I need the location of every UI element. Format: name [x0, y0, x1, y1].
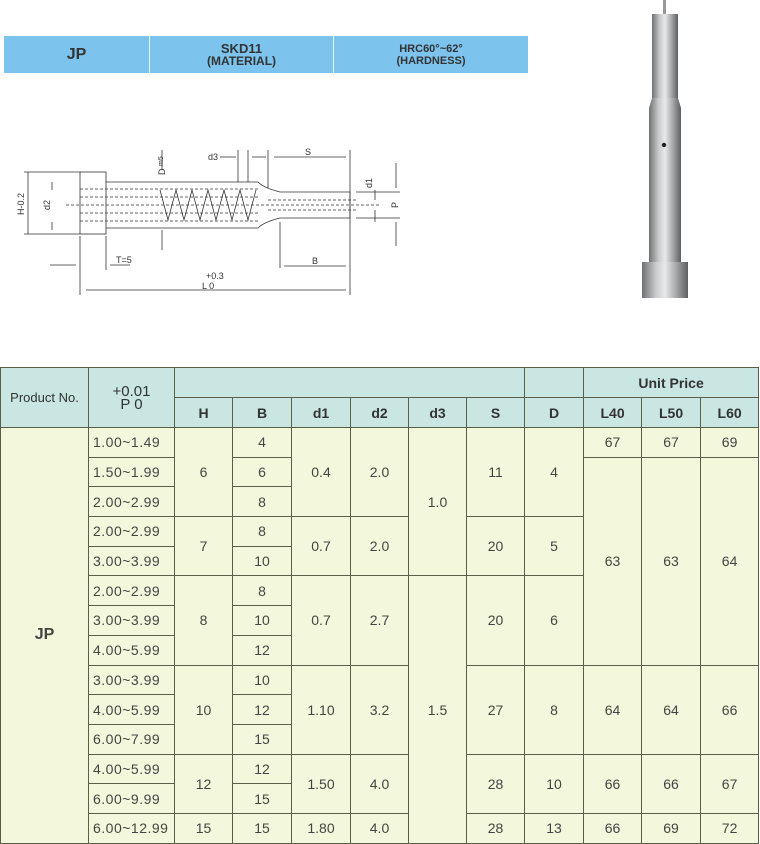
d1-value: 0.4 — [292, 428, 351, 517]
d1-value: 0.7 — [292, 576, 351, 665]
b-value: 6 — [233, 457, 292, 487]
price-l50: 64 — [642, 665, 701, 754]
header-l50: L50 — [642, 398, 701, 428]
label-h: H-0.2 — [16, 192, 26, 215]
label-d3: d3 — [208, 152, 219, 162]
table-row — [1, 428, 760, 458]
b-value: 12 — [233, 754, 292, 784]
price-l60: 72 — [701, 813, 759, 843]
price-l50: 63 — [642, 457, 701, 665]
header-d3: d3 — [409, 398, 467, 428]
price-l40: 63 — [584, 457, 642, 665]
hardness-cell — [334, 36, 528, 73]
header-l40: L40 — [584, 398, 642, 428]
price-l60: 67 — [701, 754, 759, 813]
d2-value: 2.7 — [351, 576, 409, 665]
p-range: 4.00~5.99 — [89, 695, 175, 725]
material-cell — [150, 36, 334, 73]
d-value: 4 — [525, 428, 584, 517]
header-unit-price: Unit Price — [584, 368, 759, 398]
model-name: JP — [66, 45, 87, 63]
d-value: 5 — [525, 517, 584, 576]
header-blank-d — [525, 368, 584, 398]
price-l60: 64 — [701, 457, 759, 665]
p-range: 6.00~7.99 — [89, 724, 175, 754]
b-value: 15 — [233, 784, 292, 814]
header-b: B — [233, 398, 292, 428]
d1-value: 0.7 — [292, 517, 351, 576]
p-range: 2.00~2.99 — [89, 517, 175, 547]
d2-value: 4.0 — [351, 813, 409, 843]
h-value: 7 — [175, 517, 233, 576]
hardness-label: (HARDNESS) — [396, 54, 466, 67]
d3-value: 1.5 — [409, 576, 467, 843]
b-value: 12 — [233, 635, 292, 665]
label-d2: d2 — [42, 199, 52, 210]
p-range: 4.00~5.99 — [89, 754, 175, 784]
header-p — [89, 368, 175, 428]
price-l40: 66 — [584, 813, 642, 843]
s-value: 20 — [467, 576, 525, 665]
s-value: 20 — [467, 517, 525, 576]
h-value: 6 — [175, 428, 233, 517]
price-l50: 69 — [642, 813, 701, 843]
price-l50: 66 — [642, 754, 701, 813]
table-row — [1, 665, 760, 695]
header-d2: d2 — [351, 398, 409, 428]
model-cell — [4, 36, 150, 73]
header-product-no: Product No. — [1, 368, 89, 428]
header-p-tolerance: +0.01 — [112, 382, 151, 400]
header-d: D — [525, 398, 584, 428]
h-value: 15 — [175, 813, 233, 843]
p-range: 2.00~2.99 — [89, 487, 175, 517]
technical-drawing — [0, 140, 420, 300]
d-value: 6 — [525, 576, 584, 665]
b-value: 8 — [233, 517, 292, 547]
d1-value: 1.10 — [292, 665, 351, 754]
product-photo — [630, 0, 700, 300]
d-value: 13 — [525, 813, 584, 843]
b-value: 15 — [233, 724, 292, 754]
table-row — [1, 754, 760, 784]
label-d-tol: m5 — [158, 156, 165, 166]
p-range: 1.00~1.49 — [89, 428, 175, 458]
p-range: 6.00~12.99 — [89, 813, 175, 843]
label-l-tol: +0.3 — [206, 271, 224, 281]
label-d1: d1 — [364, 177, 374, 188]
b-value: 10 — [233, 546, 292, 576]
b-value: 15 — [233, 813, 292, 843]
h-value: 8 — [175, 576, 233, 665]
material-value: SKD11 — [220, 40, 263, 56]
b-value: 12 — [233, 695, 292, 725]
label-d: D — [157, 168, 167, 175]
label-b: B — [312, 256, 319, 266]
table-row — [1, 813, 760, 843]
s-value: 11 — [467, 428, 525, 517]
header-d1: d1 — [292, 398, 351, 428]
p-range: 6.00~9.99 — [89, 784, 175, 814]
material-label: (MATERIAL) — [206, 53, 277, 68]
header-l60: L60 — [701, 398, 759, 428]
label-l: L 0 — [202, 281, 215, 291]
p-range: 3.00~3.99 — [89, 606, 175, 636]
price-l60: 66 — [701, 665, 759, 754]
header-h: H — [175, 398, 233, 428]
p-range: 4.00~5.99 — [89, 635, 175, 665]
p-range: 1.50~1.99 — [89, 457, 175, 487]
p-range: 3.00~3.99 — [89, 665, 175, 695]
s-value: 28 — [467, 813, 525, 843]
p-range: 3.00~3.99 — [89, 546, 175, 576]
price-l50: 67 — [642, 428, 701, 458]
price-l40: 67 — [584, 428, 642, 458]
s-value: 28 — [467, 754, 525, 813]
b-value: 8 — [233, 576, 292, 606]
b-value: 10 — [233, 665, 292, 695]
p-range: 2.00~2.99 — [89, 576, 175, 606]
header-p-label: P 0 — [120, 395, 143, 413]
header-blank-span — [175, 368, 525, 398]
d3-value: 1.0 — [409, 428, 467, 576]
h-value: 12 — [175, 754, 233, 813]
label-s: S — [305, 147, 312, 157]
d2-value: 3.2 — [351, 665, 409, 754]
label-p: P — [390, 201, 400, 208]
specification-table — [0, 367, 760, 844]
label-t: T=5 — [116, 255, 132, 265]
price-l60: 69 — [701, 428, 759, 458]
price-l40: 66 — [584, 754, 642, 813]
s-value: 27 — [467, 665, 525, 754]
d2-value: 2.0 — [351, 517, 409, 576]
product-cell: JP — [1, 428, 89, 844]
price-l40: 64 — [584, 665, 642, 754]
d-value: 8 — [525, 665, 584, 754]
b-value: 8 — [233, 487, 292, 517]
d-value: 10 — [525, 754, 584, 813]
d2-value: 4.0 — [351, 754, 409, 813]
d1-value: 1.80 — [292, 813, 351, 843]
header-s: S — [467, 398, 525, 428]
b-value: 10 — [233, 606, 292, 636]
spec-header-bar — [4, 36, 528, 73]
h-value: 10 — [175, 665, 233, 754]
b-value: 4 — [233, 428, 292, 458]
d2-value: 2.0 — [351, 428, 409, 517]
d1-value: 1.50 — [292, 754, 351, 813]
hardness-value: HRC60°~62° — [399, 42, 463, 55]
